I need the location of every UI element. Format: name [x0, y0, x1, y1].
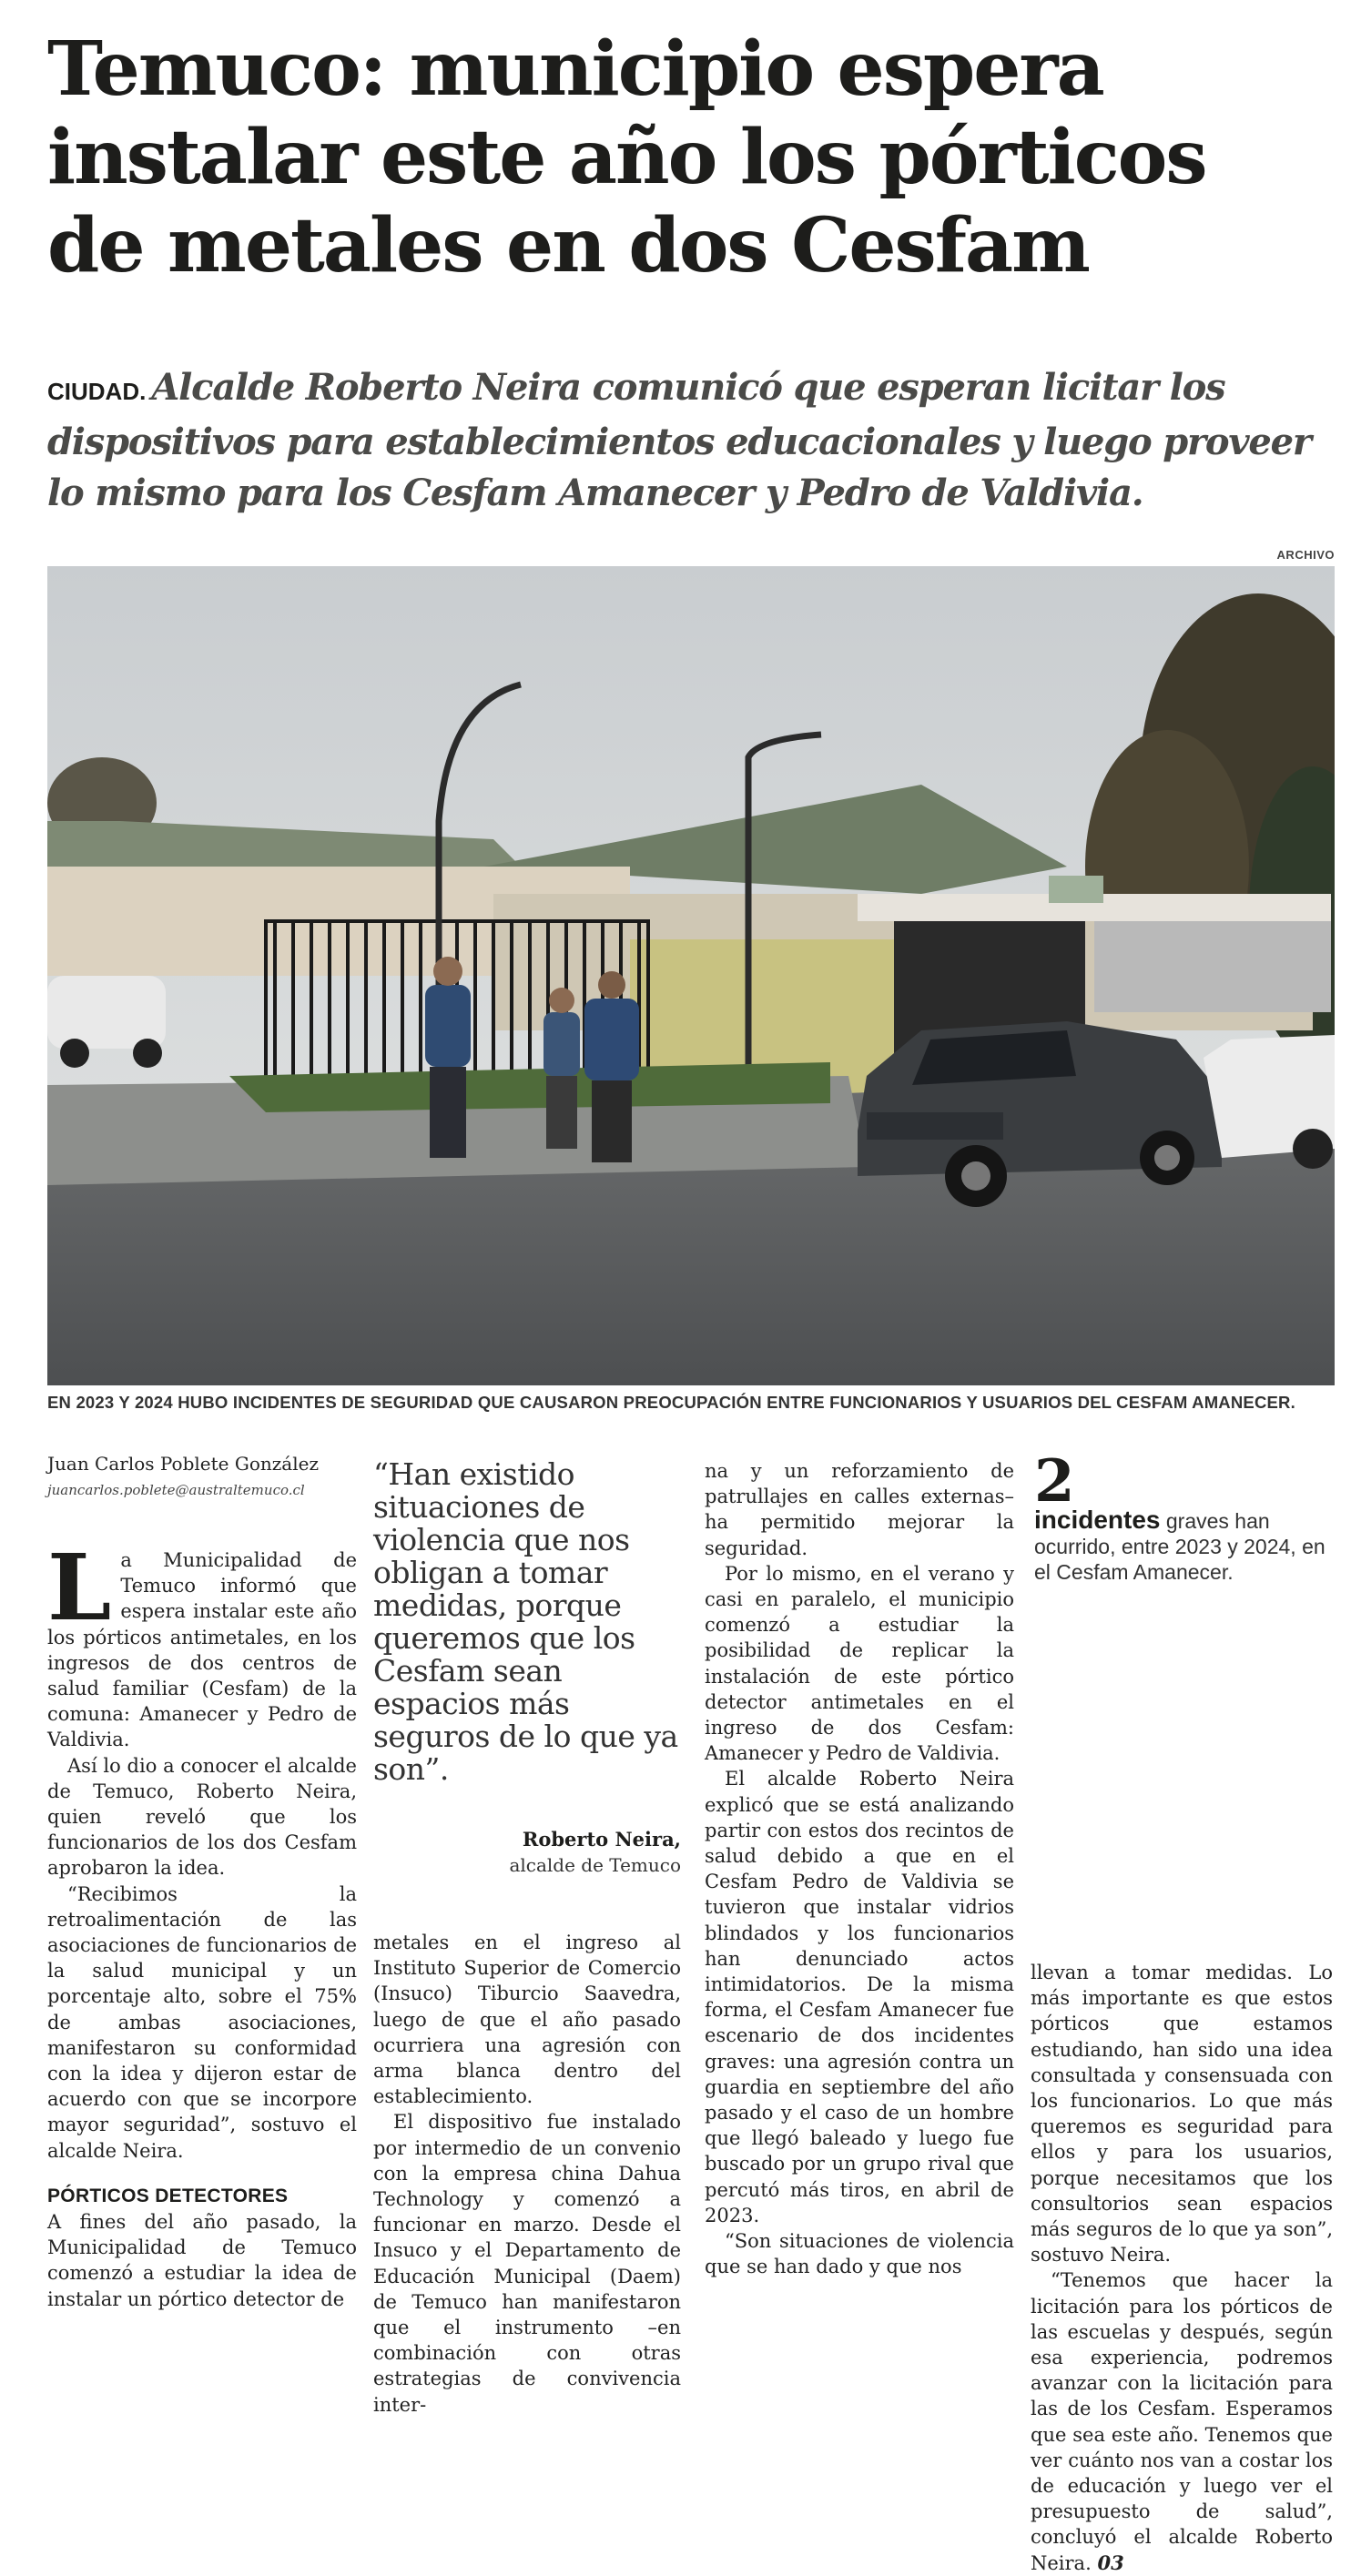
- paragraph: “Son situaciones de violencia que se han dado y que nos: [705, 2230, 1014, 2278]
- byline: [47, 1453, 357, 1498]
- paragraph: [1031, 2267, 1333, 2575]
- paragraph: metales en el ingreso al Instituto Superior de Comercio (Insuco) Tiburcio Saavedra, luego de que el año pasado ocurriera una agresión con arma blanca dentro del establecimiento.: [373, 1932, 681, 2108]
- paragraph: [47, 1534, 357, 1753]
- quote-author: Roberto Neira,: [522, 1828, 681, 1851]
- pull-quote: “Han existido situaciones de violencia que nos obligan a tomar medidas, porque queremos que los Cesfam sean espacios más seguros de lo que ya son”.: [373, 1456, 678, 1787]
- stat-text: [1034, 1507, 1335, 1585]
- white-car-right: [1204, 1035, 1335, 1169]
- paragraph: Por lo mismo, en el verano y casi en paralelo, el municipio comenzó a estudiar la posibilidad de replicar la instalación de este pórtico detector antimetales en el ingreso de dos Cesfam: Amanecer y Pedro de Valdivia.: [705, 1562, 1014, 1765]
- paragraph-text: “Tenemos que hacer la licitación para los pórticos de las escuelas y después, según esa experiencia, podremos avanzar con la licitación para las de los Cesfam. Esperamos que sea este año. Tenemos que ver cuánto nos van a costar los de educación y luego ver el presupuesto de salud”, concluyó el alcalde Roberto Neira.: [1031, 2269, 1333, 2574]
- author-email: juancarlos.poblete@australtemuco.cl: [47, 1482, 305, 1498]
- stat-description: graves han ocurrido, entre 2023 y 2024, en el Cesfam Amanecer.: [1034, 1509, 1326, 1584]
- paragraph: El alcalde Roberto Neira explicó que se está analizando partir con estos dos recintos de salud debido a que en el Cesfam Pedro de Valdivia se tuvieron que instalar vidrios blindados y los funcionarios han denunciado actos intimidatorios. De la misma forma, el Cesfam Amanecer fue escenario de dos incidentes graves: una agresión contra un guardia en septiembre del año pasado y el caso de un hombre que llegó baleado y luego fue buscado por un grupo rival que percutó más tiros, en abril de 2023.: [705, 1768, 1014, 2226]
- headline: Temuco: municipio espera instalar este año los pórticos de metales en dos Cesfam: [47, 25, 1206, 289]
- stat-label: incidentes: [1034, 1506, 1161, 1534]
- stat-number: 2: [1034, 1447, 1075, 1516]
- column-2: [373, 1930, 681, 2418]
- article-photo: [47, 566, 1335, 1385]
- end-mark: 03: [1097, 2551, 1124, 2574]
- column-1: [47, 1534, 357, 2312]
- quote-role: alcalde de Temuco: [509, 1854, 681, 1876]
- paragraph: Así lo dio a conocer el alcalde de Temuco, Roberto Neira, quien reveló que los funcionarios de los dos Cesfam aprobaron la idea.: [47, 1754, 357, 1880]
- column-4: [1031, 1960, 1333, 2576]
- paragraph: El dispositivo fue instalado por intermedio de un convenio con la empresa china Dahua Technology y comenzó a funcionar en marzo. Desde el Insuco y el Departamento de Educación Municipal (Daem) de Temuco han manifestaron que el instrumento –en combinación con otras estrategias de convivencia inter-: [373, 2111, 681, 2416]
- deck: [47, 362, 1322, 519]
- paragraph: A fines del año pasado, la Municipalidad de Temuco comenzó a estudiar la idea de instalar un pórtico detector de: [47, 2211, 357, 2310]
- subhead: PÓRTICOS DETECTORES: [47, 2185, 289, 2206]
- section-kicker: CIUDAD.: [47, 378, 147, 405]
- photo-credit: ARCHIVO: [1276, 548, 1335, 562]
- photo-caption: EN 2023 Y 2024 HUBO INCIDENTES DE SEGURIDAD QUE CAUSARON PREOCUPACIÓN ENTRE FUNCIONARIOS Y USUARIOS DEL CESFAM AMANECER.: [47, 1393, 1295, 1412]
- paragraph: llevan a tomar medidas. Lo más importante es que estos pórticos que estamos estudiando, han sido una idea consultada y consensuada con los funcionarios. Lo que más queremos es seguridad para ellos y para los usuarios, porque necesitamos que los consultorios sean espacios más seguros de lo que ya son”, sostuvo Neira.: [1031, 1962, 1333, 2267]
- deck-text: Alcalde Roberto Neira comunicó que esperan licitar los dispositivos para establecimientos educacionales y luego proveer lo mismo para los Cesfam Amanecer y Pedro de Valdivia.: [47, 366, 1311, 514]
- paragraph: “Recibimos la retroalimentación de las asociaciones de funcionarios de la salud municipal y un porcentaje alto, sobre el 75% de ambas asociaciones, manifestaron su conformidad con la idea y dijeron estar de acuerdo con que se incorpore mayor seguridad”, sostuvo el alcalde Neira.: [47, 1882, 357, 2162]
- paragraph: na y un reforzamiento de patrullajes en calles externas– ha permitido mejorar la seguridad.: [705, 1460, 1014, 1559]
- paragraph-text: a Municipalidad de Temuco informó que espera instalar este año los pórticos antimetales, en los ingresos de dos centros de salud familiar (Cesfam) de la comuna: Amanecer y Pedro de Valdivia.: [47, 1549, 357, 1751]
- drop-cap: L: [47, 1534, 112, 1641]
- column-3: [705, 1458, 1014, 2280]
- pull-quote-attribution: [373, 1828, 681, 1876]
- author-name: Juan Carlos Poblete González: [47, 1453, 319, 1475]
- stat-box: [1034, 1447, 1335, 1585]
